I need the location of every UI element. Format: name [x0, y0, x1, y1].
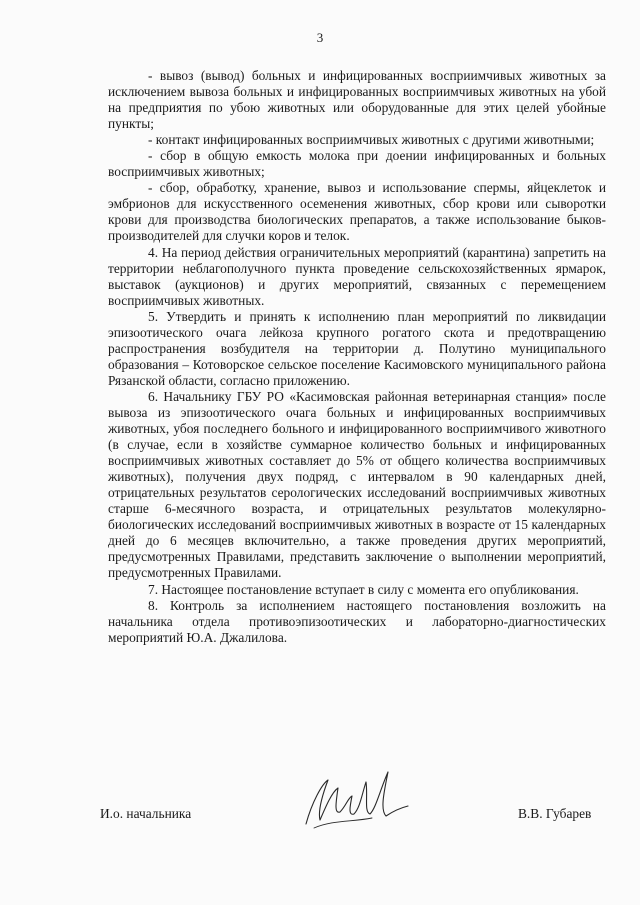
- paragraph-restriction-milk: - сбор в общую емкость молока при доении инфицированных и больных восприимчивых животных;: [108, 148, 606, 180]
- paragraph-item-4: 4. На период действия ограничительных мероприятий (карантина) запретить на территории неблагополучного пункта проведение сельскохозяйственных ярмарок, выставок (аукционов) и других мероприятий, связанных с перемещением восприимчивых животных.: [108, 244, 606, 308]
- paragraph-item-8: 8. Контроль за исполнением настоящего постановления возложить на начальника отдела противоэпизоотических и лабораторно-диагностических мероприятий Ю.А. Джалилова.: [108, 597, 606, 645]
- handwritten-signature: [292, 762, 412, 842]
- paragraph-item-5: 5. Утвердить и принять к исполнению план мероприятий по ликвидации эпизоотического очага лейкоза крупного рогатого скота и предотвращению распространения возбудителя на территории д. Полутино муниципального образования – Котоворское сельское поселение Касимовского муниципального района Рязанской области, согласно приложению.: [108, 308, 606, 388]
- paragraph-item-6: 6. Начальнику ГБУ РО «Касимовская районная ветеринарная станция» после вывоза из эпизоотического очага больных и инфицированных восприимчивых животных, убоя последнего больного и инфицированного восприимчивого животного (в случае, если в хозяйстве суммарное количество больных и инфицированных восприимчивых животных составляет до 5% от общего количества восприимчивых животных), получения двух подряд, с интервалом в 90 календарных дней, отрицательных результатов серологических исследований восприимчивых животных старше 6-месячного возраста, и отрицательных результатов молекулярно-биологических исследований восприимчивых животных в возрасте от 15 календарных дней до 6 месяцев включительно, а также проведения других мероприятий, предусмотренных Правилами, представить заключение о выполнении мероприятий, предусмотренных Правилами.: [108, 388, 606, 581]
- paragraph-item-7: 7. Настоящее постановление вступает в силу с момента его опубликования.: [148, 581, 579, 597]
- paragraph-restriction-semen: - сбор, обработку, хранение, вывоз и использование спермы, яйцеклеток и эмбрионов для искусственного осеменения животных, сбор крови или сыворотки крови для производства биологических препаратов, а также использование быков-производителей для случки коров и телок.: [108, 180, 606, 244]
- paragraph-restriction-contact: - контакт инфицированных восприимчивых животных с другими животными;: [148, 132, 595, 148]
- signatory-title: И.о. начальника: [100, 806, 192, 821]
- paragraph-restriction-removal: - вывоз (вывод) больных и инфицированных восприимчивых животных за исключением вывоза больных и инфицированных восприимчивых животных на убой на предприятия по убою животных или оборудованные для этих целей убойные пункты;: [108, 68, 606, 132]
- signatory-name: В.В. Губарев: [518, 806, 592, 821]
- page-number: 3: [316, 30, 324, 45]
- document-body: [108, 68, 606, 646]
